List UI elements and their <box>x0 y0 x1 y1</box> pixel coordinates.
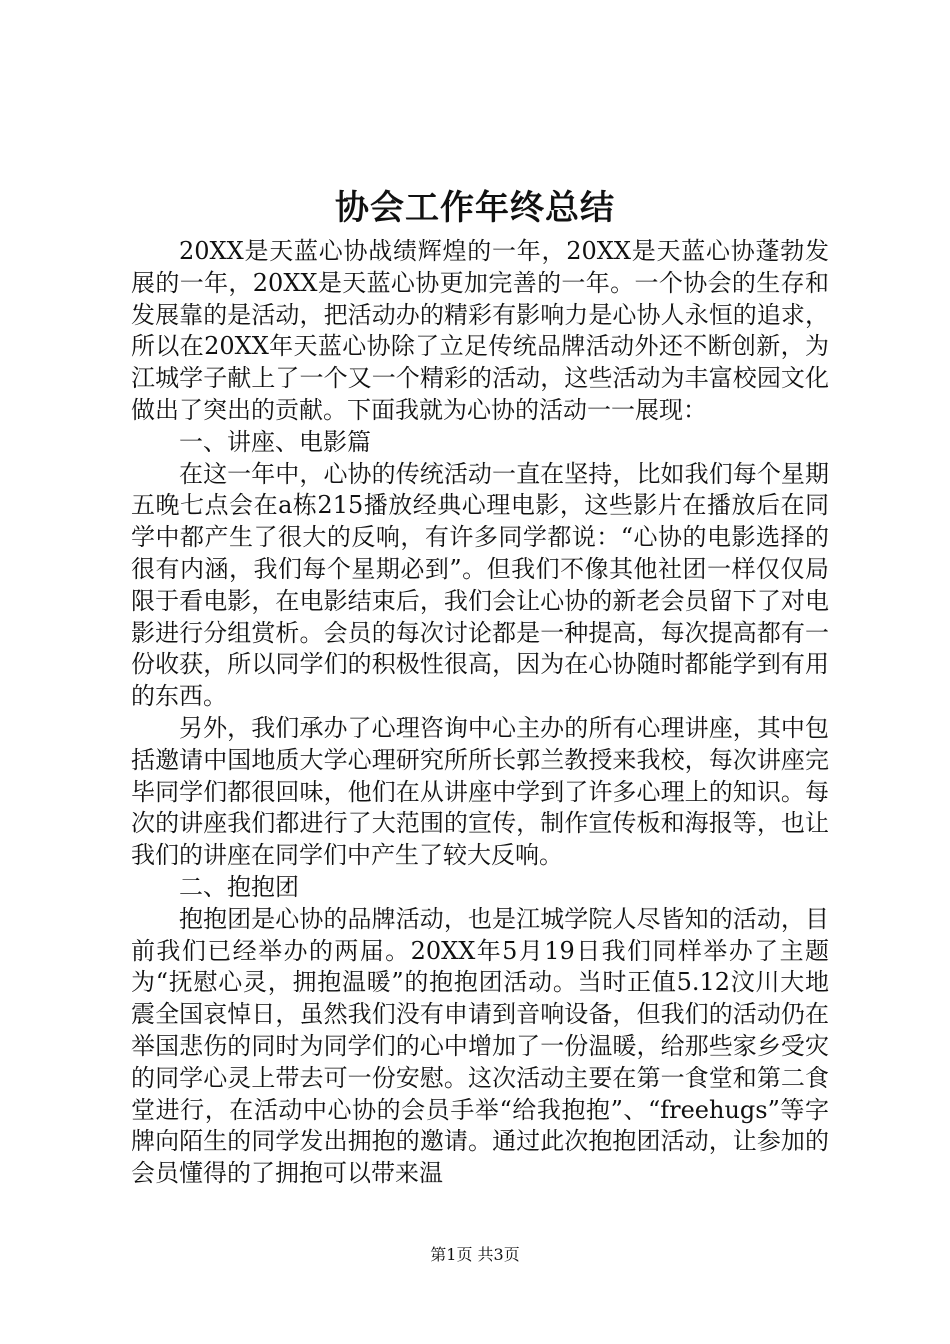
section-heading-hug-group: 二、抱抱团 <box>179 872 299 901</box>
document-body <box>131 236 829 1190</box>
section-heading-lectures: 一、讲座、电影篇 <box>179 427 371 456</box>
lectures-paragraph-2: 另外，我们承办了心理咨询中心主办的所有心理讲座，其中包括邀请中国地质大学心理研究所所长郭兰教授来我校，每次讲座完毕同学们都很回味，他们在从讲座中学到了许多心理上的知识。每次的讲座我们都进行了大范围的宣传，制作宣传板和海报等，也让我们的讲座在同学们中产生了较大反响。 <box>131 713 829 870</box>
lectures-paragraph-1: 在这一年中，心协的传统活动一直在坚持，比如我们每个星期五晚七点会在a栋215播放经典心理电影，这些影片在播放后在同学中都产生了很大的反响，有许多同学都说：“心协的电影选择的很有内涵，我们每个星期必到”。但我们不像其他社团一样仅仅局限于看电影，在电影结束后，我们会让心协的新老会员留下了对电影进行分组赏析。会员的每次讨论都是一种提高，每次提高都有一份收获，所以同学们的积极性很高，因为在心协随时都能学到有用的东西。 <box>131 459 829 711</box>
page-number-footer: 第1页 共3页 <box>430 1245 520 1264</box>
intro-paragraph: 20XX是天蓝心协战绩辉煌的一年，20XX是天蓝心协蓬勃发展的一年，20XX是天蓝心协更加完善的一年。一个协会的生存和发展靠的是活动，把活动办的精彩有影响力是心协人永恒的追求，所以在20XX年天蓝心协除了立足传统品牌活动外还不断创新，为江城学子献上了一个又一个精彩的活动，这些活动为丰富校园文化做出了突出的贡献。下面我就为心协的活动一一展现： <box>131 237 829 424</box>
document-title: 协会工作年终总结 <box>335 188 615 228</box>
hug-group-paragraph: 抱抱团是心协的品牌活动，也是江城学院人尽皆知的活动，目前我们已经举办的两届。20XX年5月19日我们同样举办了主题为“抚慰心灵，拥抱温暖”的抱抱团活动。当时正值5.12汶川大地震全国哀悼日，虽然我们没有申请到音响设备，但我们的活动仍在举国悲伤的同时为同学们的心中增加了一份温暖，给那些家乡受灾的同学心灵上带去可一份安慰。这次活动主要在第一食堂和第二食堂进行，在活动中心协的会员手举“给我抱抱”、“freehugs”等字牌向陌生的同学发出拥抱的邀请。通过此次抱抱团活动，让参加的会员懂得的了拥抱可以带来温 <box>131 904 829 1188</box>
